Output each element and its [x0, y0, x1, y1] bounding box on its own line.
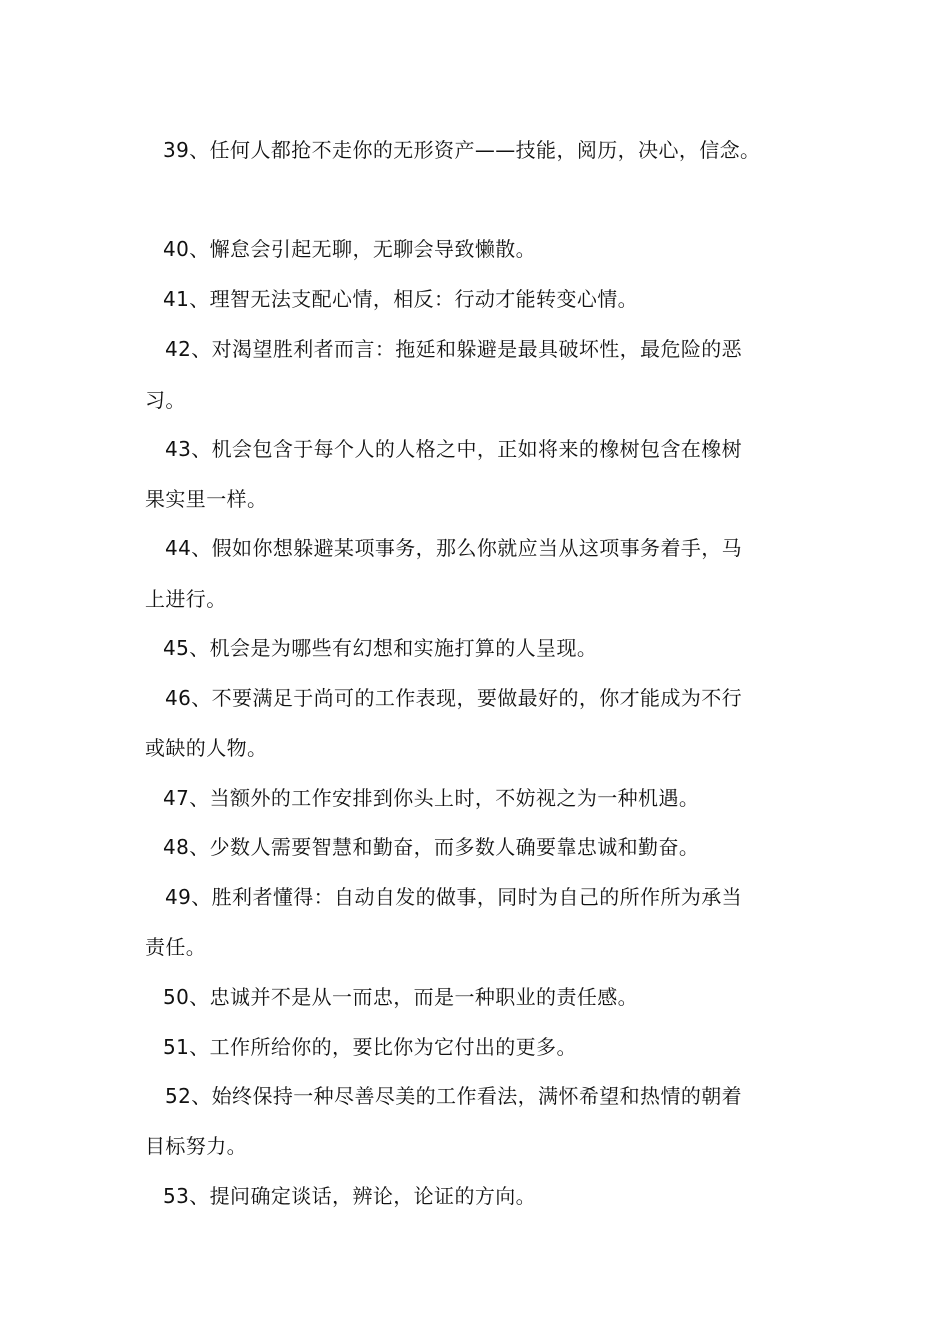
paragraph-49-line-1: 49、胜利者懂得：自动自发的做事，同时为自己的所作所为承当 — [165, 885, 743, 909]
paragraph-43-line-2: 果实里一样。 — [145, 487, 268, 511]
paragraph-52-line-1: 52、始终保持一种尽善尽美的工作看法，满怀希望和热情的朝着 — [165, 1084, 743, 1108]
paragraph-42-line-1: 42、对渴望胜利者而言：拖延和躲避是最具破坏性，最危险的恶 — [165, 337, 743, 361]
paragraph-48: 48、少数人需要智慧和勤奋，而多数人确要靠忠诚和勤奋。 — [163, 835, 700, 859]
paragraph-44-line-1: 44、假如你想躲避某项事务，那么你就应当从这项事务着手，马 — [165, 536, 743, 560]
paragraph-39: 39、任何人都抢不走你的无形资产——技能，阅历，决心，信念。 — [163, 138, 761, 162]
paragraph-42-line-2: 习。 — [145, 388, 186, 412]
paragraph-41: 41、理智无法支配心情，相反：行动才能转变心情。 — [163, 287, 639, 311]
paragraph-47: 47、当额外的工作安排到你头上时，不妨视之为一种机遇。 — [163, 786, 700, 810]
paragraph-50: 50、忠诚并不是从一而忠，而是一种职业的责任感。 — [163, 985, 639, 1009]
paragraph-46-line-1: 46、不要满足于尚可的工作表现，要做最好的，你才能成为不行 — [165, 686, 743, 710]
paragraph-49-line-2: 责任。 — [145, 935, 207, 959]
paragraph-46-line-2: 或缺的人物。 — [145, 736, 268, 760]
paragraph-52-line-2: 目标努力。 — [145, 1134, 247, 1158]
paragraph-45: 45、机会是为哪些有幻想和实施打算的人呈现。 — [163, 636, 598, 660]
paragraph-43-line-1: 43、机会包含于每个人的人格之中，正如将来的橡树包含在橡树 — [165, 437, 743, 461]
paragraph-51: 51、工作所给你的，要比你为它付出的更多。 — [163, 1035, 577, 1059]
paragraph-53: 53、提问确定谈话，辨论，论证的方向。 — [163, 1184, 537, 1208]
paragraph-44-line-2: 上进行。 — [145, 587, 227, 611]
paragraph-40: 40、懈怠会引起无聊，无聊会导致懒散。 — [163, 237, 537, 261]
